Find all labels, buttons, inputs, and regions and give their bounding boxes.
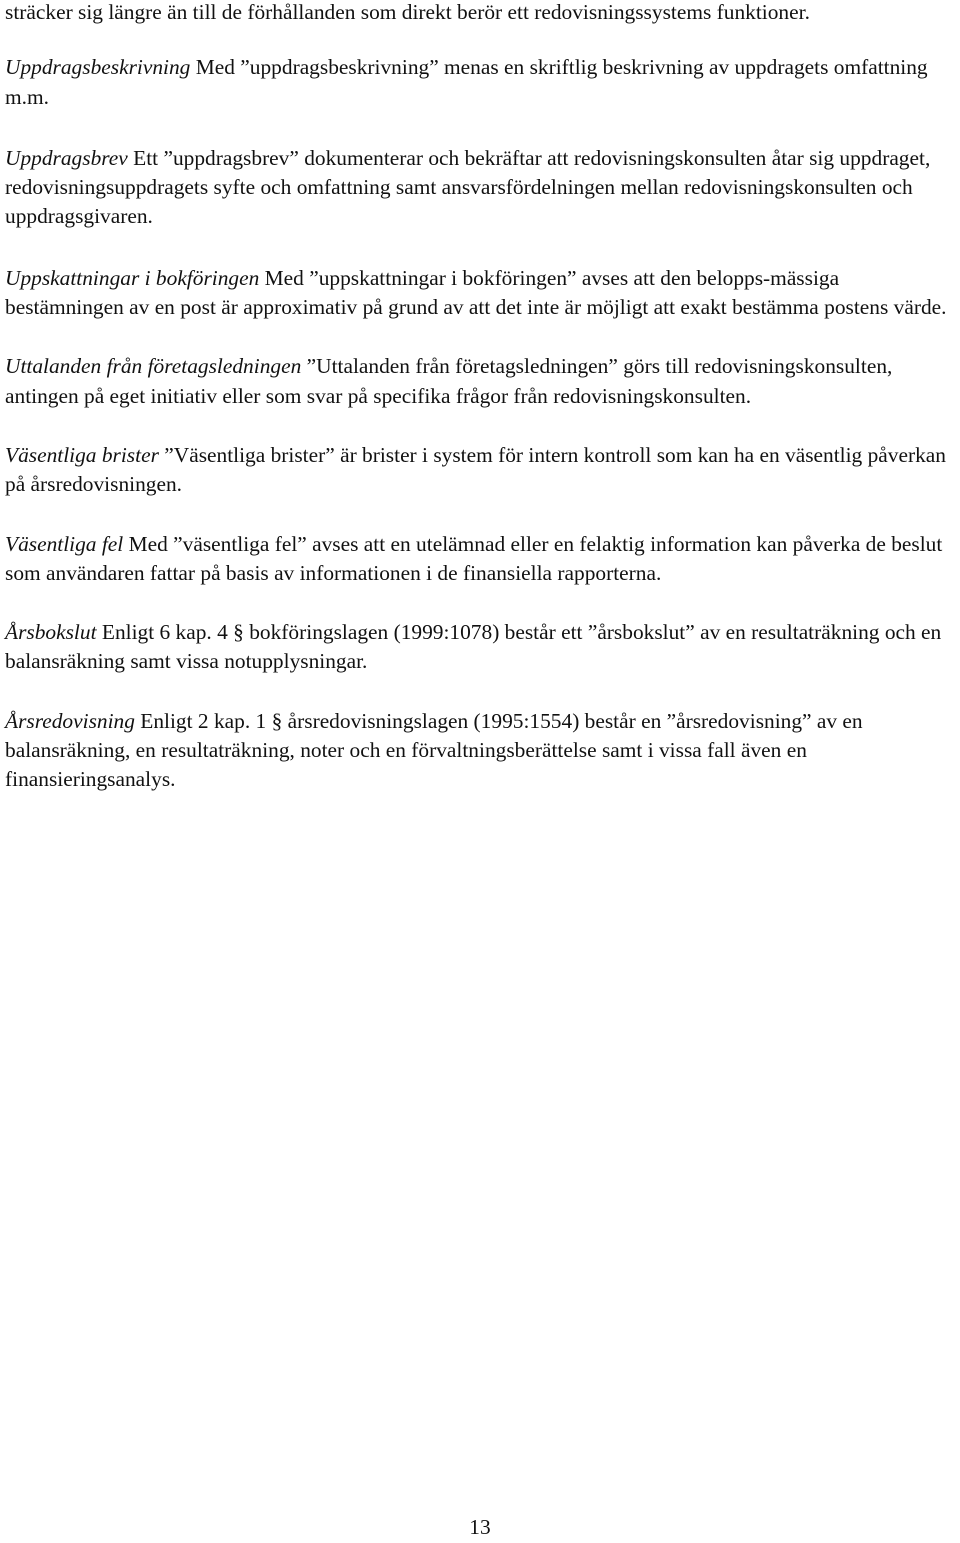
term-arsbokslut: Årsbokslut bbox=[5, 620, 97, 645]
definition-arsbokslut bbox=[5, 618, 955, 677]
definition-uttalanden-fran-foretagsledningen bbox=[5, 352, 955, 411]
term-vasentliga-brister: Väsentliga brister bbox=[5, 442, 159, 467]
term-uppdragsbeskrivning: Uppdragsbeskrivning bbox=[5, 55, 191, 80]
term-vasentliga-fel: Väsentliga fel bbox=[5, 531, 124, 556]
definition-uppdragsbrev bbox=[5, 144, 955, 232]
definition-uppskattningar-i-bokforingen bbox=[5, 264, 955, 323]
term-arsredovisning: Årsredovisning bbox=[5, 708, 135, 733]
term-uppskattningar-i-bokforingen: Uppskattningar i bokföringen bbox=[5, 265, 260, 290]
document-page bbox=[5, 0, 955, 795]
definition-text: Ett ”uppdragsbrev” dokumenterar och bekräftar att redovisningskonsulten åtar sig uppdraget, redovisningsuppdragets syfte och omfattning samt ansvarsfördelningen mellan redovisningskonsulten och uppdragsgivaren. bbox=[5, 145, 931, 229]
term-uttalanden-fran-foretagsledningen: Uttalanden från företagsledningen bbox=[5, 354, 302, 379]
term-uppdragsbrev: Uppdragsbrev bbox=[5, 145, 128, 170]
definition-arsredovisning bbox=[5, 707, 955, 795]
page-number: 13 bbox=[469, 1515, 491, 1539]
definition-text: Med ”uppdragsbeskrivning” menas en skriftlig beskrivning av uppdragets omfattning m.m. bbox=[5, 55, 928, 109]
definition-text: ”Uttalanden från företagsledningen” görs till redovisningskonsulten, antingen på eget initiativ eller som svar på specifika frågor från redovisningskonsulten. bbox=[5, 354, 893, 408]
definition-vasentliga-fel bbox=[5, 530, 955, 589]
definition-text: Med ”väsentliga fel” avses att en utelämnad eller en felaktig information kan påverka de beslut som användaren fattar på basis av informationen i de finansiella rapporterna. bbox=[5, 531, 943, 585]
definition-vasentliga-brister bbox=[5, 441, 955, 500]
definition-text: ”Väsentliga brister” är brister i system för intern kontroll som kan ha en väsentlig påverkan på årsredovisningen. bbox=[5, 442, 946, 497]
definition-text: Med ”uppskattningar i bokföringen” avses att den belopps-mässiga bestämningen av en post är approximativ på grund av att det inte är möjligt att exakt bestämma postens värde. bbox=[5, 265, 947, 320]
definition-uppdragsbeskrivning bbox=[5, 53, 955, 112]
definition-text: Enligt 6 kap. 4 § bokföringslagen (1999:1078) består ett ”årsbokslut” av en resultaträkning och en balansräkning samt vissa notupplysningar. bbox=[5, 620, 942, 674]
intro-line: sträcker sig längre än till de förhållanden som direkt berör ett redovisningssystems funktioner. bbox=[5, 0, 810, 24]
definition-text: Enligt 2 kap. 1 § årsredovisningslagen (1995:1554) består en ”årsredovisning” av en balansräkning, en resultaträkning, noter och en förvaltningsberättelse samt i vissa fall även en finansieringsanalys. bbox=[5, 708, 863, 792]
